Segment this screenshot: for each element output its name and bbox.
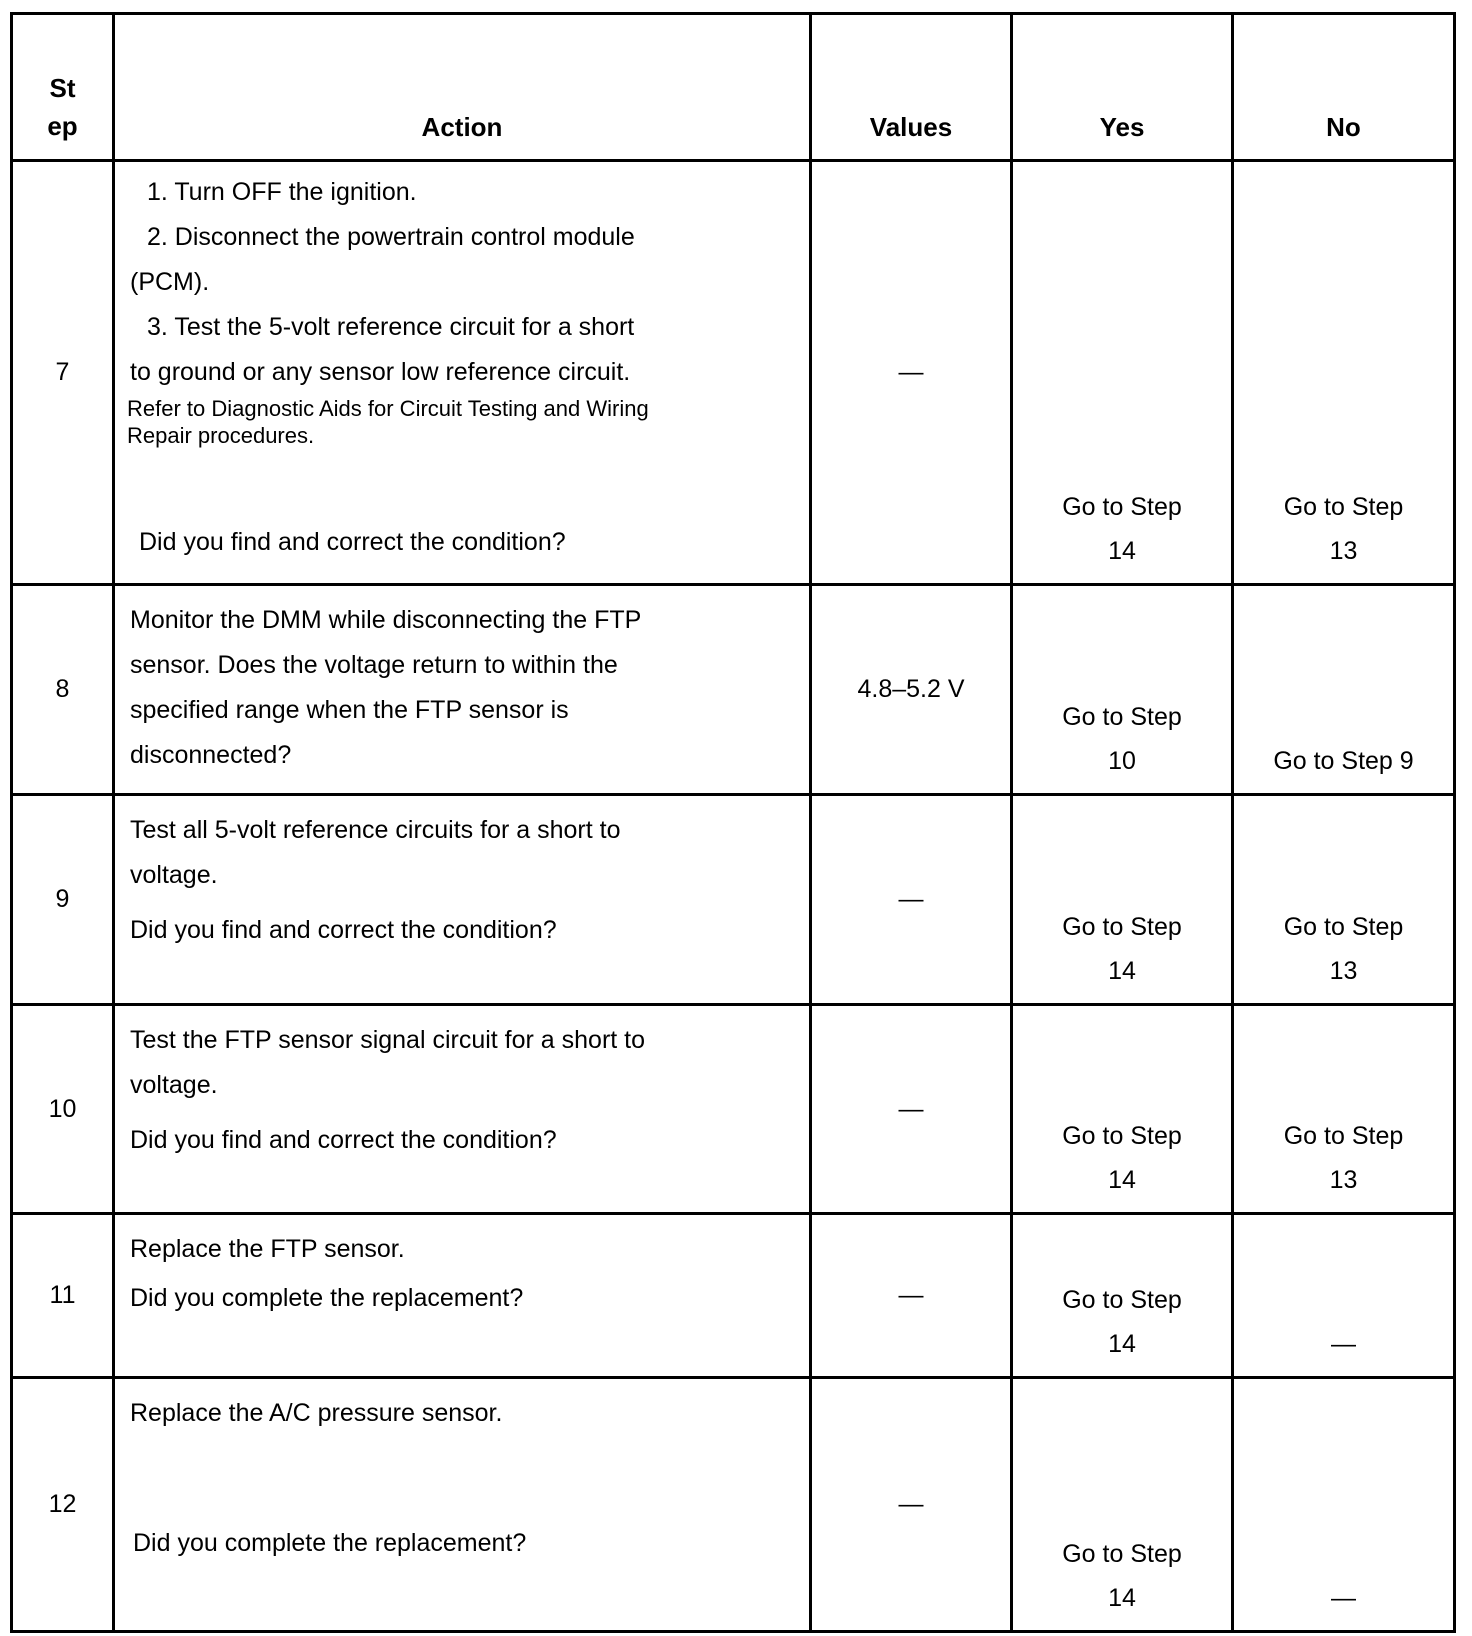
action-question: Did you find and correct the condition? (130, 916, 557, 944)
action-note-line: Refer to Diagnostic Aids for Circuit Testing and Wiring (127, 396, 649, 421)
header-step-line2: ep (47, 111, 78, 141)
action-cell (114, 585, 811, 795)
no-line: Go to Step (1283, 1122, 1404, 1150)
header-step (12, 14, 114, 161)
action-line: Test all 5-volt reference circuits for a short to (130, 816, 621, 844)
action-question: Did you find and correct the condition? (130, 1126, 557, 1154)
yes-cell (1012, 1378, 1233, 1632)
action-line: specified range when the FTP sensor is (130, 696, 569, 724)
yes-line: Go to Step (1062, 1540, 1182, 1568)
yes-line: Go to Step (1062, 493, 1182, 521)
table-row (12, 1378, 1455, 1632)
yes-line: Go to Step (1062, 1286, 1182, 1314)
header-action: Action (114, 14, 811, 161)
yes-line: 14 (1108, 1584, 1136, 1612)
yes-line: Go to Step (1062, 913, 1182, 941)
no-line: Go to Step (1283, 493, 1404, 521)
step-number: 10 (12, 1005, 114, 1214)
no-line: 13 (1329, 537, 1358, 565)
action-line: (PCM). (130, 268, 210, 296)
action-line: Test the FTP sensor signal circuit for a short to (130, 1026, 646, 1054)
action-line: to ground or any sensor low reference circuit. (130, 358, 631, 386)
no-line: 13 (1329, 1166, 1358, 1194)
action-cell (114, 1214, 811, 1378)
action-line: Monitor the DMM while disconnecting the FTP (130, 606, 642, 634)
action-line: voltage. (130, 861, 218, 889)
yes-cell (1012, 585, 1233, 795)
action-line: voltage. (130, 1071, 218, 1099)
no-line: 13 (1329, 957, 1358, 985)
yes-cell (1012, 1005, 1233, 1214)
header-step-line1: St (49, 73, 76, 103)
action-cell (114, 1378, 811, 1632)
yes-cell (1012, 1214, 1233, 1378)
action-line: 2. Disconnect the powertrain control module (147, 223, 635, 251)
diagnostic-table (10, 12, 1456, 1633)
value-cell: — (811, 1214, 1012, 1378)
no-cell: Go to Step 9 (1233, 585, 1455, 795)
action-cell (114, 1005, 811, 1214)
action-cell (114, 161, 811, 585)
action-line: sensor. Does the voltage return to within the (130, 651, 618, 679)
no-cell: — (1233, 1214, 1455, 1378)
action-line: Replace the FTP sensor. (130, 1235, 405, 1263)
action-line: 1. Turn OFF the ignition. (147, 178, 417, 206)
step-number: 8 (12, 585, 114, 795)
action-question: Did you find and correct the condition? (139, 528, 566, 556)
action-line: disconnected? (130, 741, 292, 769)
action-question: Did you complete the replacement? (130, 1284, 524, 1312)
table-row (12, 1005, 1455, 1214)
value-cell: — (811, 795, 1012, 1005)
action-cell (114, 795, 811, 1005)
yes-line: 10 (1108, 747, 1136, 775)
value-cell: 4.8–5.2 V (811, 585, 1012, 795)
yes-line: 14 (1108, 957, 1136, 985)
step-number: 11 (12, 1214, 114, 1378)
no-cell (1233, 1005, 1455, 1214)
value-cell: — (811, 1005, 1012, 1214)
yes-line: 14 (1108, 1166, 1136, 1194)
no-cell (1233, 795, 1455, 1005)
yes-line: 14 (1108, 537, 1136, 565)
header-no: No (1233, 14, 1455, 161)
action-note-line: Repair procedures. (127, 423, 315, 448)
action-line: 3. Test the 5-volt reference circuit for a short (147, 313, 635, 341)
no-cell (1233, 161, 1455, 585)
action-question: Did you complete the replacement? (133, 1529, 527, 1557)
value-cell: — (811, 161, 1012, 585)
table-row (12, 795, 1455, 1005)
header-yes: Yes (1012, 14, 1233, 161)
no-line: Go to Step (1283, 913, 1404, 941)
table-row (12, 1214, 1455, 1378)
no-cell: — (1233, 1378, 1455, 1632)
table-row (12, 161, 1455, 585)
action-line: Replace the A/C pressure sensor. (130, 1399, 503, 1427)
yes-line: Go to Step (1062, 1122, 1182, 1150)
table-row (12, 585, 1455, 795)
step-number: 9 (12, 795, 114, 1005)
yes-line: Go to Step (1062, 703, 1182, 731)
yes-cell (1012, 161, 1233, 585)
step-number: 12 (12, 1378, 114, 1632)
action-note (127, 395, 809, 449)
header-row (12, 14, 1455, 161)
value-cell: — (811, 1378, 1012, 1632)
yes-cell (1012, 795, 1233, 1005)
header-values: Values (811, 14, 1012, 161)
step-number: 7 (12, 161, 114, 585)
yes-line: 14 (1108, 1330, 1136, 1358)
